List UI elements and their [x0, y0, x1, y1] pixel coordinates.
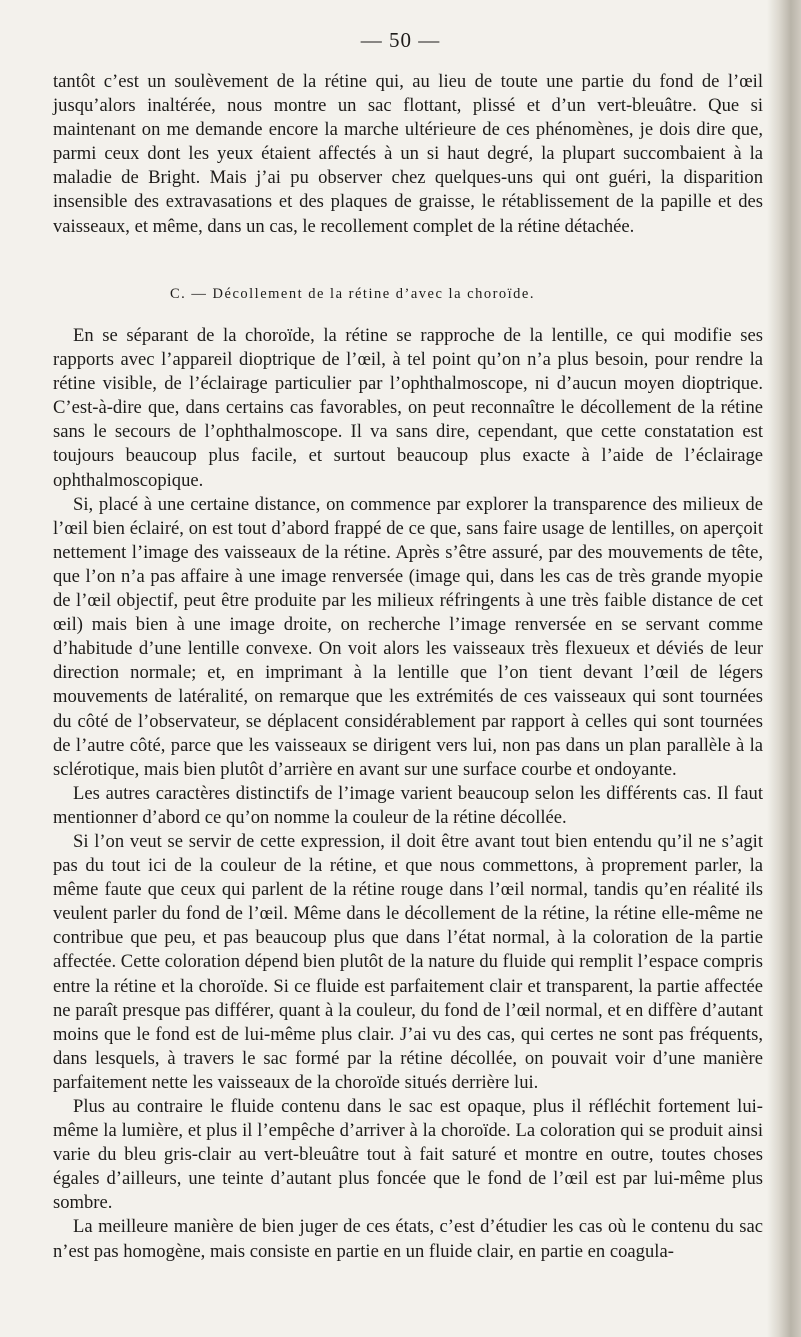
paragraph: Si l’on veut se servir de cette expression, il doit être avant tout bien entendu qu’il ne s’agit pas du tout ici de la couleur de la rétine, et que nous commettons, à proprement parler, la même faute que ceux qui parlent de la rétine rouge dans l’œil normal, tandis qu’en réalité ils veulent parler du fond de l’œil. Même dans le décollement de la rétine, la rétine elle-même ne contribue que peu, et pas beaucoup plus que dans l’état normal, à la coloration de la partie affectée. Cette coloration dépend bien plutôt de la nature du fluide qui remplit l’espace compris entre la rétine et la choroïde. Si ce fluide est parfaitement clair et transparent, la partie affectée ne paraît presque pas différer, quant à la couleur, du fond de l’œil normal, et en diffère d’autant moins que le fond est de lui-même plus clair. J’ai vu des cas, qui certes ne sont pas fréquents, dans lesquels, à travers le sac formé par la rétine décollée, on pouvait voir d’une manière parfaitement nette les vaisseaux de la choroïde situés derrière lui. [53, 830, 763, 1093]
paragraph: Si, placé à une certaine distance, on commence par explorer la transparence des milieux de l’œil bien éclairé, on est tout d’abord frappé de ce que, sans faire usage de lentilles, on aperçoit nettement l’image des vaisseaux de la rétine. Après s’être assuré, par des mouvements de tête, que l’on n’a pas affaire à une image renversée (image qui, dans les cas de très grande myopie de l’œil objectif, peut être produite par les milieux réfringents à une très faible distance de cet œil) mais bien à une image droite, on recherche l’image renversée en se servant comme d’habitude d’une lentille convexe. On voit alors les vaisseaux très flexueux et déviés de leur direction normale; et, en imprimant à la lentille que l’on tient devant l’œil de légers mouvements de latéralité, on remarque que les extrémités de ces vaisseaux qui sont tournées du côté de l’observateur, se déplacent considérablement par rapport à celles qui sont tournées de l’autre côté, parce que les vaisseaux se dirigent vers lui, non pas dans un plan parallèle à la sclérotique, mais bien plutôt d’arrière en avant sur une surface courbe et ondoyante. [53, 493, 763, 780]
body-text-top [53, 70, 763, 239]
paragraph: Plus au contraire le fluide contenu dans le sac est opaque, plus il réfléchit fortement lui-même la lumière, et plus il l’empêche d’arriver à la choroïde. La coloration qui se produit ainsi varie du bleu gris-clair au vert-bleuâtre tout à fait saturé et montre en outre, toutes choses égales d’ailleurs, une teinte d’autant plus foncée que le fond de l’œil est par lui-même plus sombre. [53, 1096, 763, 1214]
paragraph: La meilleure manière de bien juger de ces états, c’est d’étudier les cas où le contenu du sac n’est pas homogène, mais consiste en partie en un fluide clair, en partie en coagula- [53, 1216, 763, 1262]
page-number: — 50 — [360, 28, 441, 52]
body-text-main [53, 324, 763, 1264]
paragraph: tantôt c’est un soulèvement de la rétine qui, au lieu de toute une partie du fond de l’œil jusqu’alors inaltérée, nous montre un sac flottant, plissé et d’un vert-bleuâtre. Que si maintenant on me demande encore la marche ultérieure de ces phénomènes, je dois dire que, parmi ceux dont les yeux étaient affectés à un si haut degré, la plupart succombaient à la maladie de Bright. Mais j’ai pu observer chez quelques-uns qui ont guéri, la disparition insensible des extravasations et des plaques de graisse, le rétablissement de la papille et des vaisseaux, et même, dans un cas, le recollement complet de la rétine détachée. [53, 71, 763, 237]
section-heading: C. — Décollement de la rétine d’avec la choroïde. [170, 286, 535, 302]
page-edge-shadow [767, 0, 801, 1337]
paragraph: Les autres caractères distinctifs de l’image varient beaucoup selon les différents cas. Il faut mentionner d’abord ce qu’on nomme la couleur de la rétine décollée. [53, 782, 763, 828]
paragraph: En se séparant de la choroïde, la rétine se rapproche de la lentille, ce qui modifie ses rapports avec l’appareil dioptrique de l’œil, à tel point qu’on n’a plus besoin, pour rendre la rétine visible, de l’éclairage particulier par l’ophthalmoscope, ni d’aucun moyen dioptrique. C’est-à-dire que, dans certains cas favorables, on peut reconnaître le décollement de la rétine sans le secours de l’ophthalmoscope. Il va sans dire, cependant, que cette constatation est toujours beaucoup plus facile, et surtout beaucoup plus exacte à l’aide de l’éclairage ophthalmoscopique. [53, 325, 763, 491]
